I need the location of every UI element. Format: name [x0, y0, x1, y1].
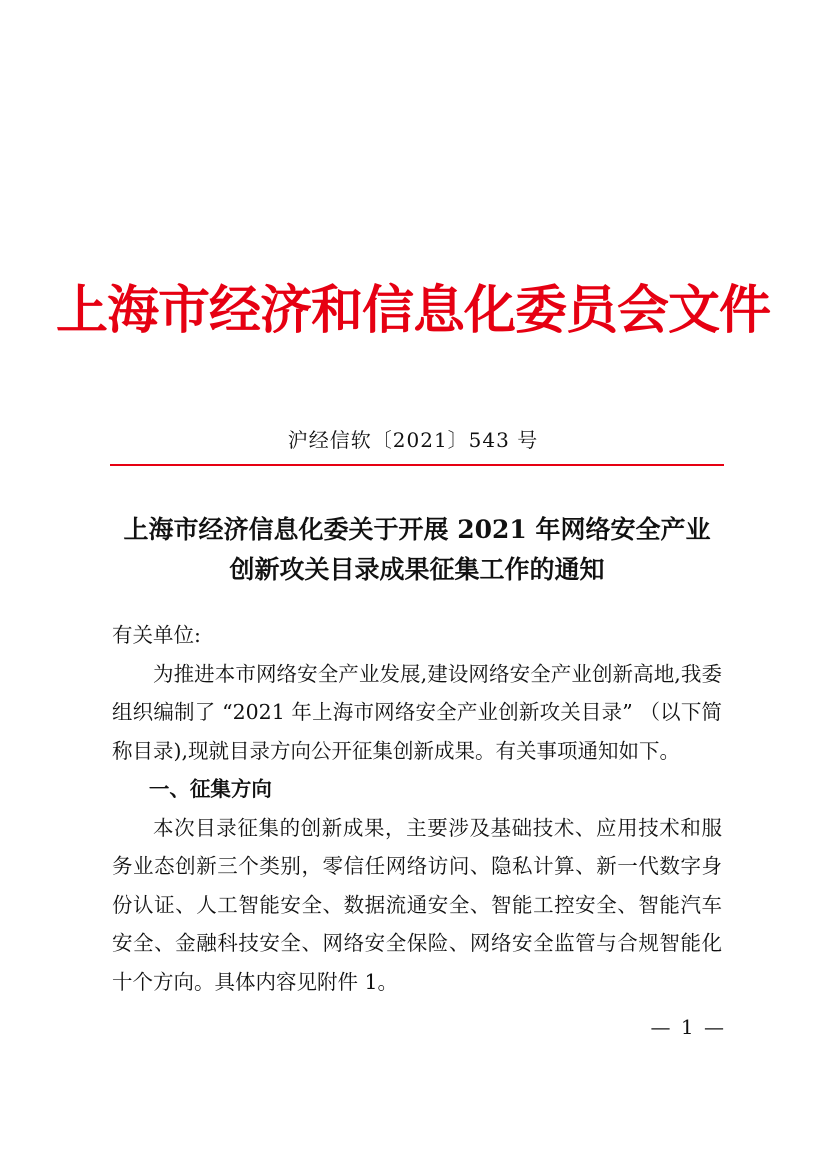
collection-direction-paragraph: 本次目录征集的创新成果，主要涉及基础技术、应用技术和服务业态创新三个类别，零信任网络访问、隐私计算、新一代数字身份认证、人工智能安全、数据流通安全、智能工控安全、智能汽车安全、金融科技安全、网络安全保险、网络安全监管与合规智能化十个方向。具体内容见附件 1。	[112, 815, 722, 994]
notice-title-line-2: 创新攻关目录成果征集工作的通知	[229, 555, 605, 584]
notice-title	[110, 510, 724, 590]
intro-paragraph: 为推进本市网络安全产业发展,建设网络安全产业创新高地,我委组织编制了 “2021 年上海市网络安全产业创新攻关目录” （以下简称目录),现就目录方向公开征集创新成果。有关事项通知如下。	[112, 661, 722, 763]
salutation: 有关单位:	[112, 623, 201, 647]
masthead-title: 上海市经济和信息化委员会文件	[55, 280, 770, 341]
red-divider-line	[110, 464, 724, 466]
page-number: — 1 —	[650, 1015, 726, 1039]
notice-body	[112, 616, 722, 1001]
document-number: 沪经信软〔2021〕543 号	[287, 428, 539, 452]
notice-title-line-1: 上海市经济信息化委关于开展 2021 年网络安全产业	[123, 515, 711, 544]
section-heading-collection-direction: 一、征集方向	[148, 777, 272, 801]
